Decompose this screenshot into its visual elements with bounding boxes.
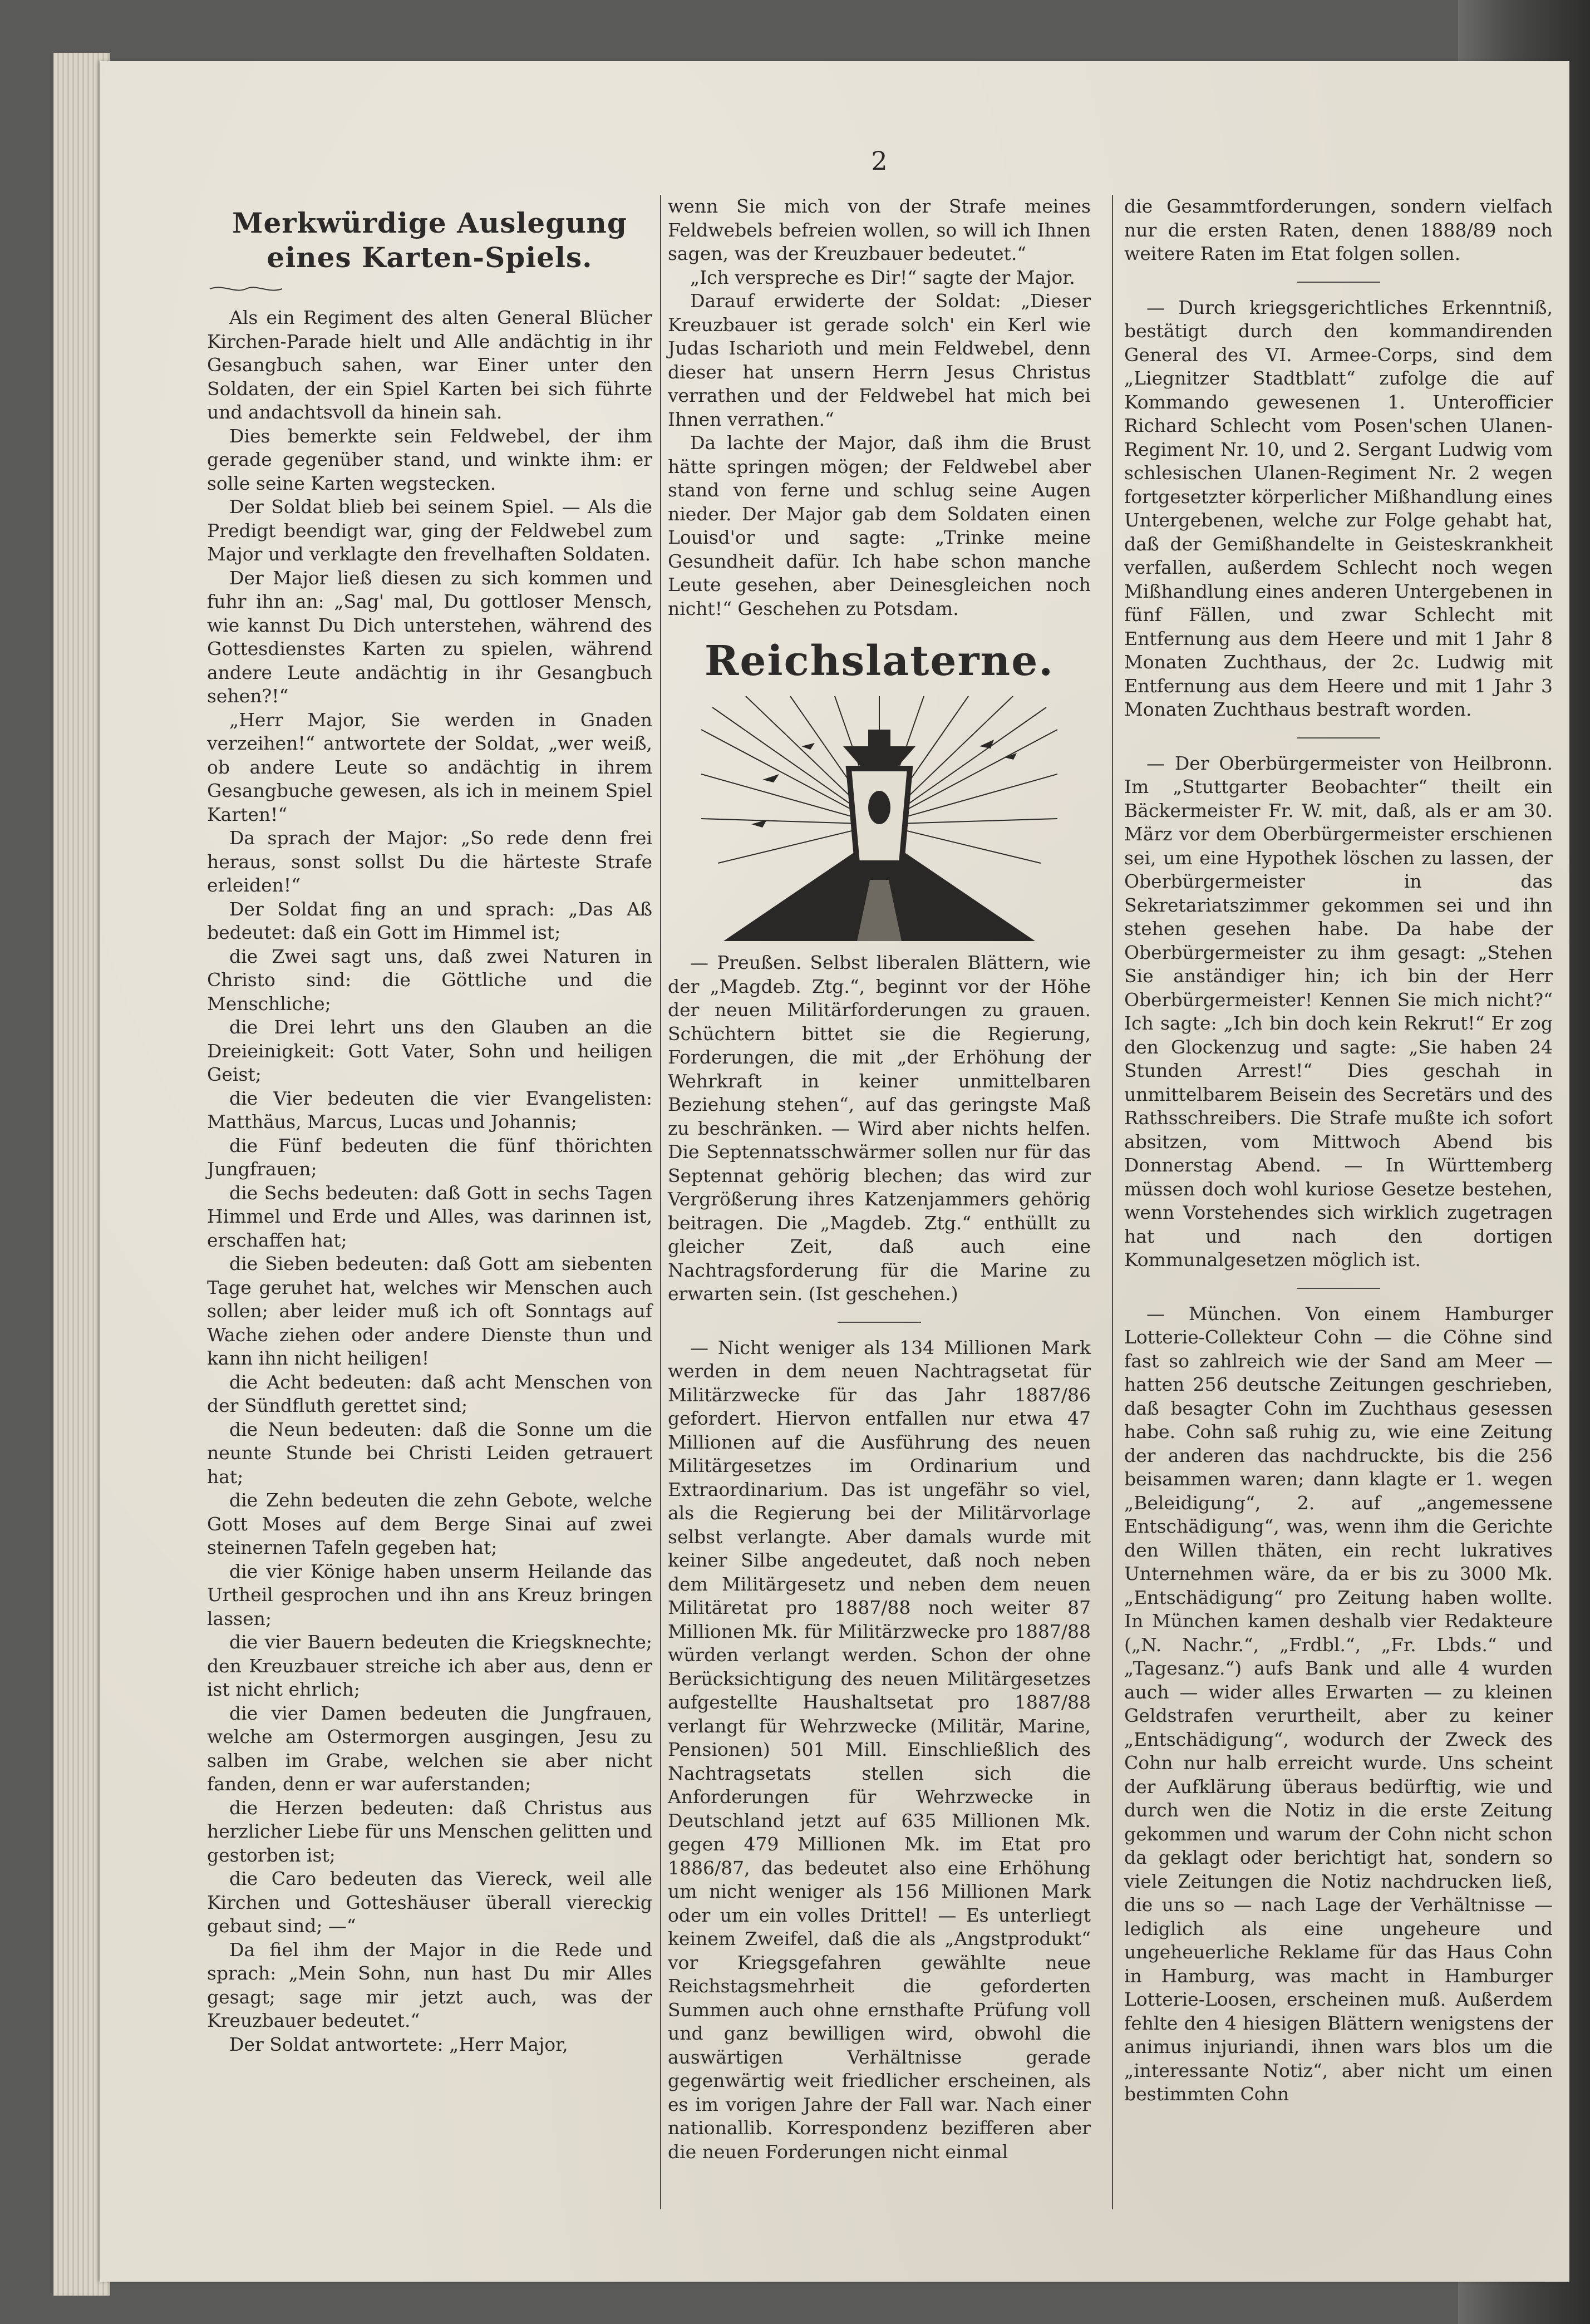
news-item-millionen [668, 1336, 1091, 2164]
paragraph: Da sprach der Major: „So rede denn frei heraus, sonst sollst Du die härteste Strafe erleiden!“ [207, 827, 652, 896]
paragraph: Dies bemerkte sein Feldwebel, der ihm gerade gegenüber stand, und winkte ihm: er solle seine Karten wegstecken. [207, 425, 652, 494]
paragraph: die Gesammtforderungen, sondern vielfach nur die ersten Raten, denen 1888/89 noch weitere Raten im Etat folgen sollen. [1124, 195, 1553, 264]
paragraph: die Herzen bedeuten: daß Christus aus herzlicher Liebe für uns Menschen gelitten und gestorben ist; [207, 1796, 652, 1866]
paragraph: die Caro bedeuten das Viereck, weil alle Kirchen und Gotteshäuser überall viereckig gebaut sind; —“ [207, 1868, 652, 1937]
paragraph: die Sieben bedeuten: daß Gott am siebenten Tage geruhet hat, welches wir Menschen auch sollen; aber leider muß ich oft Sonntags auf Wache ziehen oder andere Dienste thun und kann ihn nicht heiligen! [207, 1253, 652, 1369]
separator [1297, 282, 1380, 283]
paragraph: — Der Oberbürgermeister von Heilbronn. Im „Stuttgarter Beobachter“ theilt ein Bäckermeister Fr. W. mit, daß, als er am 30. März vor dem Oberbürgermeister erschienen sei, um eine Hypothek löschen zu lassen, der Oberbürgermeister in das Sekretariatszimmer gekommen sei und ihn stehen gesehen habe. Da habe der Oberbürgermeister zu ihm gesagt: „Stehen Sie anständiger hin; ich bin der Herr Oberbürgermeister! Kennen Sie mich nicht?“ Ich sagte: „Ich bin doch kein Rekrut!“ Er zog den Glockenzug und sagte: „Sie haben 24 Stunden Arrest!“ Dies geschah in unmittelbarem Beisein des Secretärs und des Rathsschreibers. Die Strafe mußte ich sofort absitzen, vom Mittwoch Abend bis Donnerstag Abend. — In Württemberg müssen doch wohl kuriose Gesetze bestehen, wenn Vorstehendes sich wirklich zugetragen hat und nach den dortigen Kommunalgesetzen möglich ist. [1124, 752, 1553, 1271]
separator [838, 1322, 921, 1323]
paragraph: Der Soldat fing an und sprach: „Das Aß bedeutet: daß ein Gott im Himmel ist; [207, 898, 652, 943]
paragraph: — Durch kriegsgerichtliches Erkenntniß, bestätigt durch den kommandirenden General des VI. Armee-Corps, sind dem „Liegnitzer Stadtblatt“ zufolge die auf Kommando gewesenen 1. Unterofficier Richard Schlecht vom Posen'schen Ulanen-Regiment Nr. 10, und 2. Sergant Ludwig vom schlesischen Ulanen-Regiment Nr. 2 wegen fortgesetzter körperlicher Mißhandlung eines Untergebenen, welche zur Folge gehabt hat, daß der Gemißhandelte in Geisteskrankheit verfallen, außerdem Schlecht noch wegen Mißhandlung eines anderen Untergebenen in fünf Fällen, und zwar Schlecht mit Entfernung aus dem Heere und mit 1 Jahr 8 Monaten Zuchthaus, der 2c. Ludwig mit Entfernung aus dem Heere und mit 1 Jahr 3 Monaten Zuchthaus bestraft worden. [1124, 296, 1553, 720]
paragraph: Der Major ließ diesen zu sich kommen und fuhr ihn an: „Sag' mal, Du gottloser Mensch, wie kannst Du Dich unterstehen, während des Gottesdienstes Karten zu spielen, während andere Leute andächtig in ihr Gesangbuch sehen?!“ [207, 567, 652, 707]
paragraph: Der Soldat blieb bei seinem Spiel. — Als die Predigt beendigt war, ging der Feldwebel zum Major und verklagte den frevelhaften Soldaten. [207, 496, 652, 565]
paragraph: wenn Sie mich von der Strafe meines Feldwebels befreien wollen, so will ich Ihnen sagen, was der Kreuzbauer bedeutet.“ [668, 195, 1091, 264]
paragraph: die Drei lehrt uns den Glauben an die Dreieinigkeit: Gott Vater, Sohn und heiligen Geist; [207, 1016, 652, 1085]
paragraph: die Sechs bedeuten: daß Gott in sechs Tagen Himmel und Erde und Alles, was darinnen ist, erschaffen hat; [207, 1181, 652, 1251]
page-number: 2 [871, 146, 888, 176]
paragraph: — Nicht weniger als 134 Millionen Mark werden in dem neuen Nachtragsetat für Militärzwecke für das Jahr 1887/86 gefordert. Hiervon entfallen nur etwa 47 Millionen auf die Ausführung des neuen Militärgesetzes im Ordinarium und Extraordinarium. Das ist ungefähr so viel, als die Regierung bei der Militärvorlage selbst verlangte. Aber damals wurde mit keiner Silbe angedeutet, daß noch neben dem Militärgesetz und neben dem neuen Militäretat pro 1887/88 noch weiter 87 Millionen Mk. für Militärzwecke pro 1887/88 würden verlangt werden. Schon der ohne Berücksichtigung des neuen Militärgesetzes aufgestellte Haushaltsetat pro 1887/88 verlangt für Wehrzwecke (Militär, Marine, Pensionen) 501 Mill. Einschließlich des Nachtragsetats stellen sich die Anforderungen für Wehrzwecke in Deutschland jetzt auf 635 Millionen Mk. gegen 479 Millionen Mk. im Etat pro 1886/87, das bedeutet also eine Erhöhung um nicht weniger als 156 Millionen Mark oder um ein volles Drittel! — Es unterliegt keinem Zweifel, daß die als „Angstprodukt“ vor Kriegsgefahren gewählte neue Reichstagsmehrheit die geforderten Summen auch ohne ernsthafte Prüfung voll und ganz bewilligen wird, obwohl die auswärtigen Verhältnisse gerade gegenwärtig weit friedlicher erscheinen, als es im vorigen Jahre der Fall war. Nach einer nationallib. Korrespondenz bezifferen aber die neuen Forderungen nicht einmal [668, 1336, 1091, 2163]
article-heading: Merkwürdige Auslegung eines Karten-Spiels. [232, 206, 627, 274]
paragraph: die Vier bedeuten die vier Evangelisten: Matthäus, Marcus, Lucas und Johannis; [207, 1087, 652, 1133]
news-item-muenchen [1124, 1302, 1553, 2106]
paragraph: — München. Von einem Hamburger Lotterie-Collekteur Cohn — die Cöhne sind fast so zahlreich wie der Sand am Meer — hatten 256 deutsche Zeitungen geschrieben, daß besagter Cohn im Zuchthaus gesessen habe. Cohn saß ruhig zu, wie eine Zeitung der anderen das nachdruckte, bis die 256 beisammen waren; dann klagte er 1. wegen „Beleidigung“, 2. auf „angemessene Entschädigung“, was, wenn ihm die Gerichte den Willen thäten, ein recht lukratives Unternehmen wäre, da er bis zu 3000 Mk. „Entschädigung“ pro Zeitung haben wollte. In München kamen deshalb vier Redakteure („N. Nachr.“, „Frdbl.“, „Fr. Lbds.“ und „Tagesanz.“) aufs Bank und alle 4 wurden auch — wider alles Erwarten — zu kleinen Geldstrafen verurtheilt, aber zu keiner „Entschädigung“, wodurch der Zweck des Cohn nur halb erreicht wurde. Uns scheint der Aufklärung überaus bedürftig, wie und durch wen die Notiz in die erste Zeitung gekommen und warum der Cohn nicht schon da geklagt oder berichtigt hat, sondern so viele Zeitungen die Notiz nachdrucken ließ, die uns so — nach Lage der Verhältnisse — lediglich als eine ungeheure und ungeheuerliche Reklame für das Haus Cohn in Hamburg, was macht in Hamburger Lotterie-Loosen, erscheinen muß. Außerdem fehlte den 4 hiesigen Blättern wenigstens der animus injuriandi, ihnen wars blos um die „interessante Notiz“, aber nicht um einen bestimmten Cohn [1124, 1302, 1553, 2105]
paragraph: Da lachte der Major, daß ihm die Brust hätte springen mögen; der Feldwebel aber stand von ferne und schlug seine Augen nieder. Der Major gab dem Soldaten einen Louisd'or und sagte: „Trinke meine Gesundheit dafür. Ich habe schon manche Leute gesehen, aber Deinesgleichen noch nicht!“ Geschehen zu Potsdam. [668, 432, 1091, 619]
article-continuation [668, 195, 1091, 621]
news-item-preussen [668, 951, 1091, 1306]
paragraph: die Acht bedeuten: daß acht Menschen von der Sündfluth gerettet sind; [207, 1371, 652, 1416]
paragraph: Als ein Regiment des alten General Blücher Kirchen-Parade hielt und Alle andächtig in ihr Gesangbuch sahen, war Einer unter den Soldaten, der ein Spiel Karten bei sich führte und andachtsvoll da hinein sah. [207, 307, 652, 423]
article-body [207, 306, 652, 2056]
news-item-kriegsgericht [1124, 296, 1553, 722]
paragraph: Da fiel ihm der Major in die Rede und sprach: „Mein Sohn, nun hast Du mir Alles gesagt; sage mir jetzt auch, was der Kreuzbauer bedeutet.“ [207, 1938, 652, 2031]
swash-ornament [207, 284, 285, 294]
column-3 [1124, 195, 1553, 2106]
paragraph: Darauf erwiderte der Soldat: „Dieser Kreuzbauer ist gerade solch' ein Kerl wie Judas Ischarioth und mein Feldwebel, denn dieser hat unsern Herrn Jesus Christus verrathen und der Feldwebel hat mich bei Ihnen verrathen.“ [668, 290, 1091, 430]
paragraph: die Zwei sagt uns, daß zwei Naturen in Christo sind: die Göttliche und die Menschliche; [207, 945, 652, 1015]
column-rule-2 [1112, 195, 1113, 2209]
separator [1297, 1288, 1380, 1289]
paragraph: „Herr Major, Sie werden in Gnaden verzeihen!“ antwortete der Soldat, „wer weiß, ob andere Leute so andächtig in ihrem Gesangbuche gewesen, als ich in meinem Spiel Karten!“ [207, 708, 652, 825]
paragraph: die Fünf bedeuten die fünf thörichten Jungfrauen; [207, 1134, 652, 1180]
paragraph: die vier Könige haben unserm Heilande das Urtheil gesprochen und ihn ans Kreuz bringen lassen; [207, 1560, 652, 1629]
paragraph: die Zehn bedeuten die zehn Gebote, welche Gott Moses auf dem Berge Sinai auf zwei steinernen Tafeln gegeben hat; [207, 1489, 652, 1558]
section-title: Reichslaterne. [704, 637, 1055, 685]
column-1 [207, 195, 652, 2056]
scan-background-top [0, 0, 1590, 50]
paragraph: — Preußen. Selbst liberalen Blättern, wie der „Magdeb. Ztg.“, beginnt vor der Höhe der neuen Militärforderungen zu grauen. Schüchtern bittet sie die Regierung, Forderungen, die mit „der Erhöhung der Wehrkraft in keiner unmittelbaren Beziehung stehen“, auf das geringste Maß zu beschränken. — Wird aber nichts helfen. Die Septennatsschwärmer sollen nur für das Septennat gehörig blechen; das wird zur Vergrößerung ihres Katzenjammers gehörig beitragen. Die „Magdeb. Ztg.“ enthüllt zu gleicher Zeit, daß auch eine Nachtragsforderung für die Marine zu erwarten sein. (Ist geschehen.) [668, 952, 1091, 1304]
paragraph: die vier Bauern bedeuten die Kriegsknechte; den Kreuzbauer streiche ich aber aus, denn er ist nicht ehrlich; [207, 1631, 652, 1700]
separator [1297, 737, 1380, 738]
paragraph: die vier Damen bedeuten die Jungfrauen, welche am Ostermorgen ausgingen, Jesu zu salben im Grabe, welchen sie aber nicht fanden, denn er war auferstanden; [207, 1702, 652, 1795]
lantern-illustration [701, 696, 1057, 941]
paragraph: die Neun bedeuten: daß die Sonne um die neunte Stunde bei Christi Leiden getrauert hat; [207, 1418, 652, 1488]
article-continuation [1124, 195, 1553, 266]
paragraph: Der Soldat antwortete: „Herr Major, [229, 2033, 568, 2055]
column-2 [668, 195, 1091, 2164]
paragraph: „Ich verspreche es Dir!“ sagte der Major. [690, 266, 1075, 288]
column-rule-1 [660, 195, 661, 2209]
news-item-heilbronn [1124, 752, 1553, 1272]
